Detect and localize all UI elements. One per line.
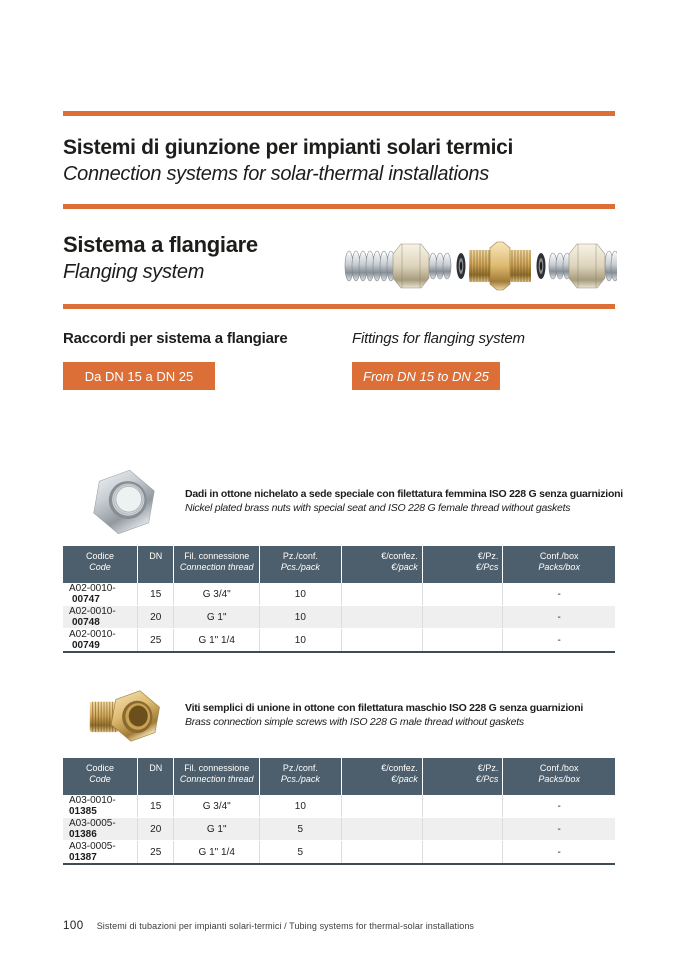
page-footer [63,920,474,932]
cell-eur-pack [341,629,422,653]
col-eur-pack: €/confez. €/pack [341,758,422,795]
col-eur-pcs: €/Pz. €/Pcs [422,758,503,795]
page-title-en: Connection systems for solar-thermal installations [63,163,489,185]
accent-divider-middle [63,204,615,209]
product1-description [185,487,623,515]
price-table-screws [63,758,615,865]
page-title-it: Sistemi di giunzione per impianti solari termici [63,136,514,159]
product2-description [185,701,617,729]
cell-conf-box: - [503,629,615,653]
cell-code: A02-0010-00749 [63,629,138,653]
table-row [63,606,615,629]
cell-thread: G 3/4" [174,583,260,606]
cell-thread: G 1" [174,818,260,841]
col-conf-box: Conf./box Packs/box [503,546,615,583]
section-title-en: Flanging system [63,261,205,283]
cell-conf-box: - [503,818,615,841]
cell-dn: 20 [138,818,174,841]
cell-eur-pack [341,841,422,865]
cell-eur-pack [341,795,422,818]
accent-divider-bottom [63,304,615,309]
table-row [63,583,615,606]
brass-screw-image [86,678,162,754]
cell-dn: 20 [138,606,174,629]
col-thread: Fil. connessione Connection thread [174,758,260,795]
table-row [63,795,615,818]
cell-pack: 5 [259,841,341,865]
nickel-nut-image [86,464,162,540]
section-title-it: Sistema a flangiare [63,232,258,257]
cell-pack: 10 [259,606,341,629]
cell-thread: G 1" 1/4 [174,629,260,653]
col-dn: DN [138,758,174,795]
cell-dn: 25 [138,841,174,865]
fittings-label-it: Raccordi per sistema a flangiare [63,330,288,347]
dn-range-badge-en-label: From DN 15 to DN 25 [363,368,489,384]
section-title-block [63,231,258,285]
dn-range-badge-en [352,362,500,390]
table-row [63,841,615,865]
product2-desc-en: Brass connection simple screws with ISO 228 G male thread without gaskets [185,716,524,728]
cell-conf-box: - [503,841,615,865]
table2-header-row [63,758,615,795]
cell-eur-pcs [422,583,503,606]
product1-desc-it: Dadi in ottone nichelato a sede speciale con filettatura femmina ISO 228 G senza guarnizioni [185,488,623,500]
cell-code: A03-0005-01387 [63,841,138,865]
cell-code: A03-0005-01386 [63,818,138,841]
cell-code: A02-0010-00747 [63,583,138,606]
page-number: 100 [63,920,84,932]
cell-thread: G 1" 1/4 [174,841,260,865]
cell-pack: 10 [259,795,341,818]
cell-eur-pcs [422,606,503,629]
cell-conf-box: - [503,583,615,606]
cell-eur-pcs [422,629,503,653]
col-eur-pcs: €/Pz. €/Pcs [422,546,503,583]
product2-desc-it: Viti semplici di unione in ottone con filettatura maschio ISO 228 G senza guarnizioni [185,702,584,714]
table1-header-row [63,546,615,583]
cell-pack: 5 [259,818,341,841]
flanging-assembly-image [343,228,617,304]
cell-dn: 15 [138,795,174,818]
table-row [63,818,615,841]
price-table-nuts [63,546,615,653]
col-eur-pack: €/confez. €/pack [341,546,422,583]
col-dn: DN [138,546,174,583]
table-row [63,629,615,653]
cell-eur-pack [341,818,422,841]
product1-desc-en: Nickel plated brass nuts with special seat and ISO 228 G female thread without gaskets [185,502,571,514]
col-thread: Fil. connessione Connection thread [174,546,260,583]
cell-eur-pack [341,606,422,629]
page-title-block [63,134,513,187]
cell-dn: 25 [138,629,174,653]
col-code: Codice Code [63,758,138,795]
col-conf-box: Conf./box Packs/box [503,758,615,795]
cell-pack: 10 [259,583,341,606]
dn-range-badge-it [63,362,215,390]
col-code: Codice Code [63,546,138,583]
col-pack: Pz./conf. Pcs./pack [259,546,341,583]
cell-thread: G 3/4" [174,795,260,818]
fittings-label-en: Fittings for flanging system [352,330,525,347]
cell-code: A03-0010-01385 [63,795,138,818]
footer-caption: Sistemi di tubazioni per impianti solari-termici / Tubing systems for thermal-solar installations [96,921,475,931]
cell-conf-box: - [503,606,615,629]
cell-dn: 15 [138,583,174,606]
cell-conf-box: - [503,795,615,818]
cell-eur-pcs [422,818,503,841]
col-pack: Pz./conf. Pcs./pack [259,758,341,795]
accent-divider-top [63,111,615,116]
cell-eur-pcs [422,795,503,818]
cell-code: A02-0010-00748 [63,606,138,629]
cell-thread: G 1" [174,606,260,629]
dn-range-badge-it-label: Da DN 15 a DN 25 [84,368,194,384]
cell-eur-pcs [422,841,503,865]
cell-pack: 10 [259,629,341,653]
cell-eur-pack [341,583,422,606]
